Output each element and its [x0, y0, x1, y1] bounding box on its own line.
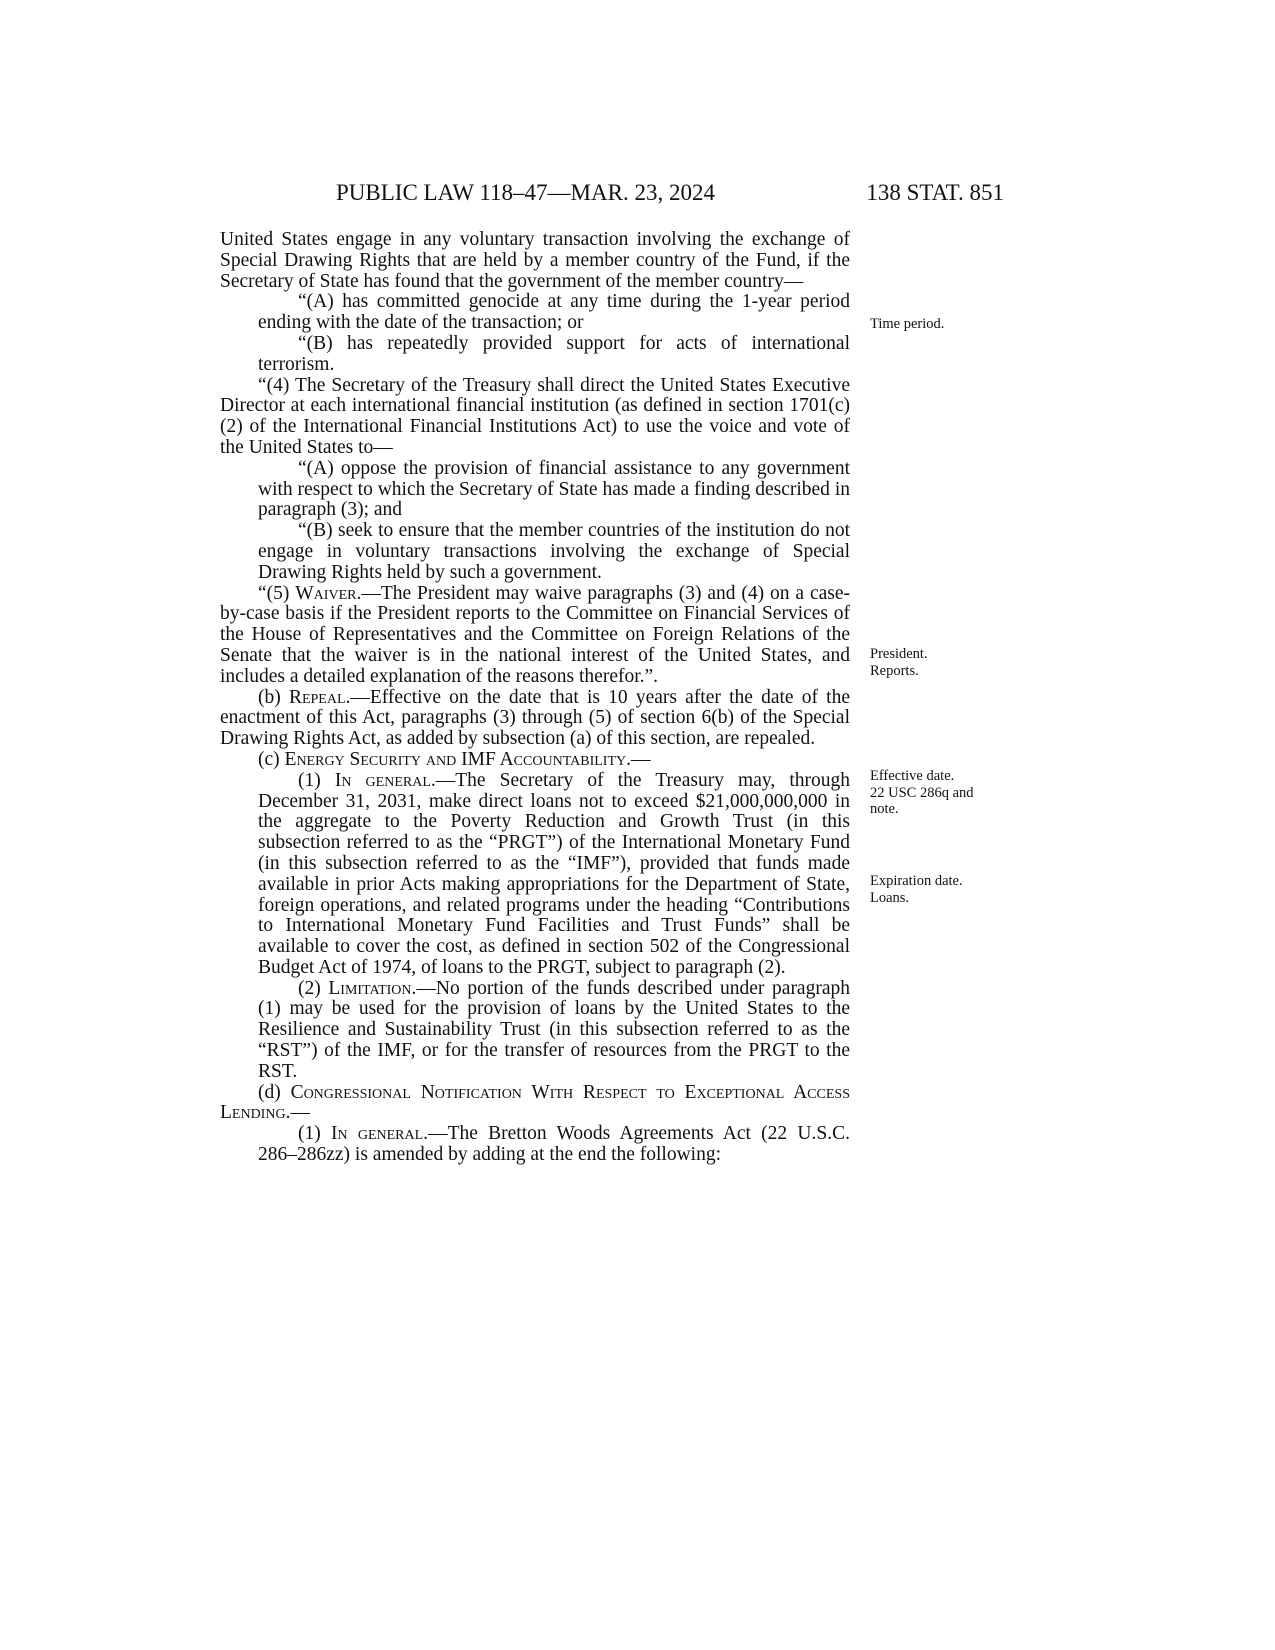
subsection-d-paragraph-1	[220, 1124, 850, 1166]
page-header	[336, 180, 1004, 210]
subsection-d-heading	[220, 1083, 850, 1125]
subparagraph-a-genocide: “(A) has committed genocide at any time during the 1-year period ending with the date of the transaction; or	[258, 291, 850, 334]
running-title: PUBLIC LAW 118–47—MAR. 23, 2024	[336, 180, 715, 205]
margin-note-line: Reports.	[870, 662, 919, 679]
paragraph-text: —The President may waive paragraphs (3) and (4) on a case-by-case basis if the President reports to the Committee on Financial Services of the House of Representatives and the Committee on Foreign Relations of the Senate that the waiver is in the national interest of the United States, and includes a detailed explanation of the reasons therefor.”.	[220, 582, 850, 687]
paragraph-heading: Congressional Notification With Respect to Exceptional Access Lending.	[220, 1081, 850, 1124]
paragraph-heading: Limitation.	[328, 977, 417, 999]
margin-note-line: Loans.	[870, 889, 910, 906]
margin-note-line: 22 USC 286q and	[870, 784, 974, 801]
paragraph-heading: In general.	[334, 769, 436, 791]
subparagraph-a-oppose: “(A) oppose the provision of financial assistance to any government with respect to which the Secretary of State has made a finding described in paragraph (3); and	[258, 457, 850, 521]
paragraph-number: (1)	[298, 769, 335, 791]
subsection-c-paragraph-1	[220, 771, 850, 979]
paragraph-heading: Energy Security and IMF Accountability.	[284, 748, 631, 770]
paragraph-text: —Effective on the date that is 10 years after the date of the enactment of this Act, paragraphs (3) through (5) of section 6(b) of the Special Drawing Rights Act, as added by subsection (a) of this section, are repealed.	[220, 686, 850, 750]
paragraph-heading: In general.	[331, 1123, 429, 1145]
margin-note-line: Time period.	[870, 316, 945, 332]
paragraph-text: —	[290, 1102, 310, 1124]
paragraph-text: —	[630, 748, 651, 770]
subsection-c-paragraph-2	[220, 979, 850, 1083]
margin-note-time-period	[870, 316, 1010, 333]
paragraph-number: (1)	[298, 1123, 331, 1145]
margin-note-line: President.	[870, 646, 928, 662]
paragraph-5-waiver	[220, 584, 850, 688]
paragraph-4: “(4) The Secretary of the Treasury shall direct the United States Executive Director at each international financial institution (as defined in section 1701(c)(2) of the International Financial Institutions Act) to use the voice and vote of the United States to—	[220, 374, 850, 458]
paragraph-number: (2)	[298, 977, 329, 999]
paragraph-number: (b)	[258, 686, 289, 708]
margin-note-expiration-date	[870, 873, 1010, 906]
paragraph-number: “(5)	[258, 582, 296, 604]
paragraph-text: —No portion of the funds described under paragraph (1) may be used for the provision of loans by the United States to the Resilience and Sustainability Trust (in this subsection referred to as the “RST”) of the IMF, or for the transfer of resources from the PRGT to the RST.	[258, 977, 850, 1082]
subparagraph-b-terrorism: “(B) has repeatedly provided support for acts of international terrorism.	[258, 332, 850, 375]
margin-note-line: note.	[870, 801, 899, 817]
margin-note-line: Effective date.	[870, 768, 955, 784]
subsection-c-heading	[220, 750, 850, 771]
paragraph-heading: Repeal.	[288, 686, 351, 708]
statute-page-number: 138 STAT. 851	[866, 180, 1004, 205]
margin-note-president-reports	[870, 646, 1010, 679]
paragraph: United States engage in any voluntary transaction involving the exchange of Special Drawing Rights that are held by a member country of the Fund, if the Secretary of State has found that the government of the member country—	[220, 229, 850, 292]
margin-note-effective-date	[870, 768, 1010, 818]
margin-note-line: Expiration date.	[870, 873, 963, 889]
paragraph-heading: Waiver.	[295, 582, 362, 604]
subsection-b-repeal	[220, 688, 850, 750]
body-text	[220, 230, 850, 1166]
paragraph-number: (d)	[258, 1081, 291, 1103]
paragraph-text: —The Bretton Woods Agreements Act (22 U.S.C. 286–286zz) is amended by adding at the end the following:	[258, 1123, 850, 1166]
paragraph-text: —The Secretary of the Treasury may, through December 31, 2031, make direct loans not to exceed $21,000,000,000 in the aggregate to the Poverty Reduction and Growth Trust (in this subsection referred to as the “PRGT”) of the International Monetary Fund (in this subsection referred to as the “IMF”), provided that funds made available in prior Acts making appropriations for the Department of State, foreign operations, and related programs under the heading “Contributions to International Monetary Fund Facilities and Trust Funds” shall be available to cover the cost, as defined in section 502 of the Congressional Budget Act of 1974, of loans to the PRGT, subject to paragraph (2).	[258, 769, 850, 978]
subparagraph-b-ensure: “(B) seek to ensure that the member countries of the institution do not engage in voluntary transactions involving the exchange of Special Drawing Rights held by such a government.	[258, 520, 850, 583]
paragraph-number: (c)	[258, 748, 285, 770]
